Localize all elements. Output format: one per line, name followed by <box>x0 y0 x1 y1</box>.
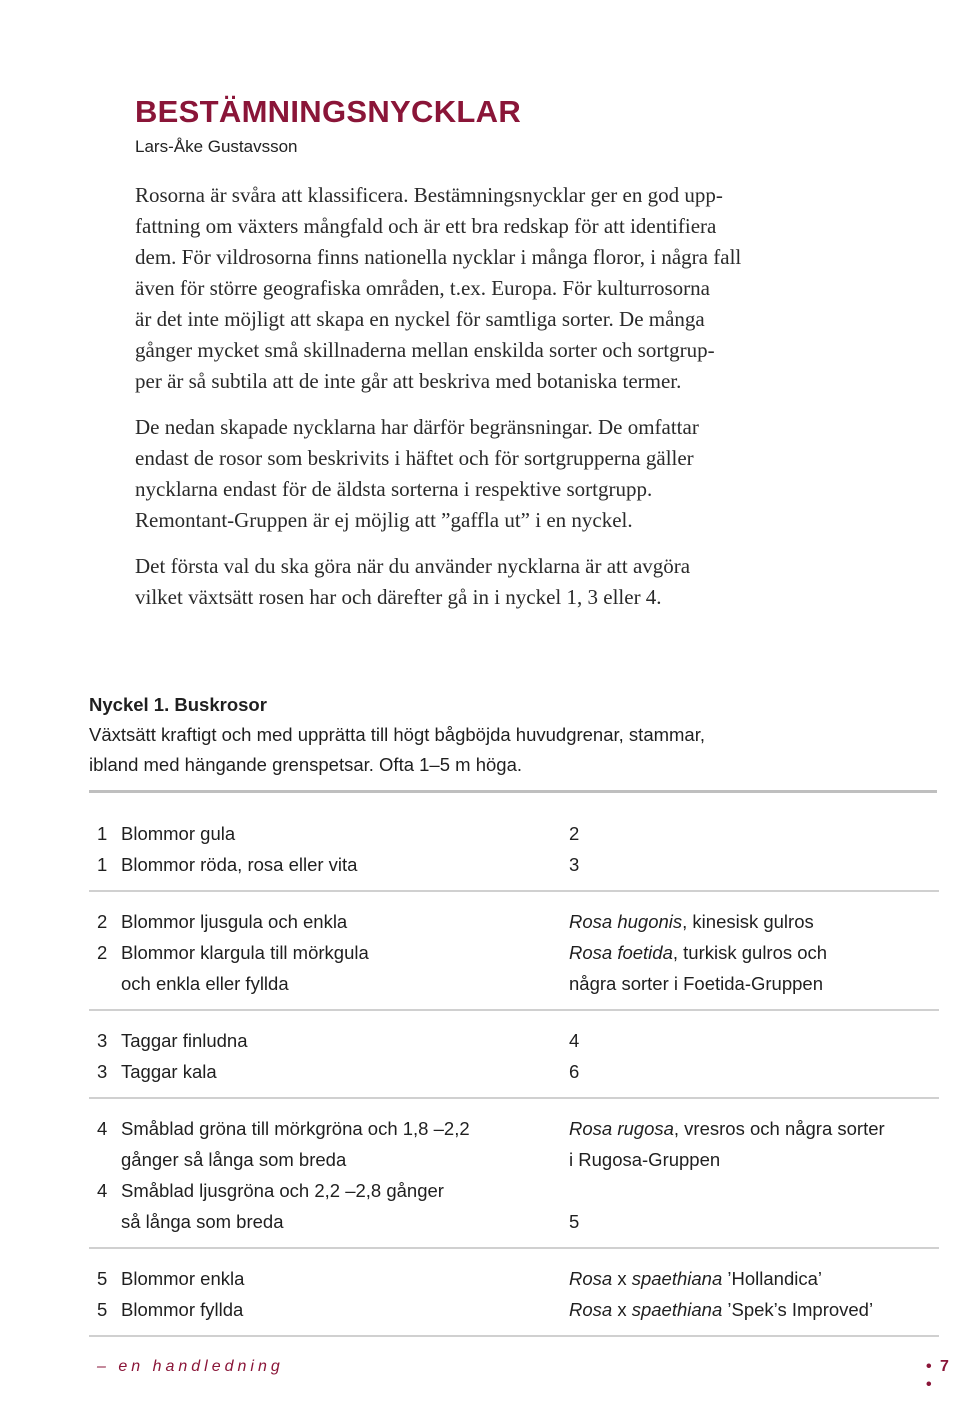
result-text: 4 <box>569 1030 580 1051</box>
key-row-result <box>569 1144 720 1175</box>
result-text: några sorter i Foetida-Gruppen <box>569 973 823 994</box>
key-row <box>89 1113 939 1144</box>
result-text: x <box>612 1268 632 1289</box>
intro-paragraph-2 <box>135 412 855 536</box>
key-row <box>89 849 939 880</box>
key-row-number: 5 <box>97 1268 108 1289</box>
result-text: x <box>612 1299 632 1320</box>
text-line: är det inte möjligt att skapa en nyckel för samtliga sorter. De många <box>135 307 705 331</box>
species-name: Rosa <box>569 1299 613 1320</box>
text-line: per är så subtila att de inte går att beskriva med botaniska termer. <box>135 369 682 393</box>
intro-paragraph-3 <box>135 551 855 613</box>
key-row-description: gånger så långa som breda <box>121 1149 347 1170</box>
species-name: spaethiana <box>631 1299 723 1320</box>
key-row-number: 2 <box>97 942 108 963</box>
result-text: , vresros och några sorter <box>673 1118 885 1139</box>
key-row-description: Småblad ljusgröna och 2,2 –2,8 gånger <box>121 1180 444 1201</box>
text-line: även för större geografiska områden, t.ex. Europa. För kulturrosorna <box>135 276 710 300</box>
key-row-result <box>569 906 814 937</box>
text-line: gånger mycket små skillnaderna mellan enskilda sorter och sortgrup- <box>135 338 715 362</box>
key-heading <box>89 690 939 720</box>
key-row <box>89 968 939 999</box>
key-group <box>89 1025 939 1099</box>
key-description-line: ibland med hängande grenspetsar. Ofta 1–5 m höga. <box>89 754 522 775</box>
text-line: Det första val du ska göra när du använder nycklarna är att avgöra <box>135 554 691 578</box>
result-text: i Rugosa-Gruppen <box>569 1149 721 1170</box>
key-row-number: 2 <box>97 911 108 932</box>
text-line: vilket växtsätt rosen har och därefter gå in i nyckel 1, 3 eller 4. <box>135 585 662 609</box>
text-line: dem. För vildrosorna finns nationella nycklar i många floror, i några fall <box>135 245 742 269</box>
key-table <box>89 818 939 1351</box>
species-name: Rosa hugonis <box>569 911 683 932</box>
key-row-description: Blommor klargula till mörkgula <box>121 942 369 963</box>
key-row-description: Blommor enkla <box>121 1268 245 1289</box>
key-row-number: 3 <box>97 1061 108 1082</box>
result-text: 2 <box>569 823 580 844</box>
key-header <box>89 690 939 780</box>
key-label: Nyckel 1. <box>89 694 170 715</box>
key-row <box>89 1175 939 1206</box>
key-row <box>89 1144 939 1175</box>
result-text: ’Spek’s Improved’ <box>722 1299 874 1320</box>
divider <box>89 790 937 793</box>
result-text: 6 <box>569 1061 580 1082</box>
key-row-description: Småblad gröna till mörkgröna och 1,8 –2,2 <box>121 1118 470 1139</box>
key-row-result <box>569 937 827 968</box>
key-row-result <box>569 1113 885 1144</box>
key-row-description: Blommor gula <box>121 823 236 844</box>
text-line: nycklarna endast för de äldsta sorterna i respektive sortgrupp. <box>135 477 653 501</box>
key-row-number: 1 <box>97 823 108 844</box>
key-row-result <box>569 1294 873 1325</box>
key-row <box>89 1263 939 1294</box>
key-row-result <box>569 1206 579 1237</box>
key-row-number: 3 <box>97 1030 108 1051</box>
key-row <box>89 818 939 849</box>
key-row <box>89 1025 939 1056</box>
key-row-description: Blommor fyllda <box>121 1299 244 1320</box>
key-row <box>89 1294 939 1325</box>
key-row-number: 4 <box>97 1118 108 1139</box>
key-row-result <box>569 1025 579 1056</box>
result-text: 3 <box>569 854 580 875</box>
key-row-description: Taggar finludna <box>121 1030 248 1051</box>
species-name: Rosa foetida <box>569 942 673 963</box>
key-row-description: Blommor ljusgula och enkla <box>121 911 348 932</box>
key-name: Buskrosor <box>174 694 267 715</box>
footer-text: – en handledning <box>97 1358 284 1375</box>
key-row-number: 5 <box>97 1299 108 1320</box>
result-text: , turkisk gulros och <box>672 942 828 963</box>
intro-text <box>135 180 855 628</box>
text-line: endast de rosor som beskrivits i häftet och för sortgrupperna gäller <box>135 446 694 470</box>
key-row-result <box>569 849 579 880</box>
key-row-number: 1 <box>97 854 108 875</box>
text-line: Remontant-Gruppen är ej möjlig att ”gaffla ut” i en nyckel. <box>135 508 633 532</box>
key-row-result <box>569 818 579 849</box>
key-row-result <box>569 1263 822 1294</box>
key-row-result <box>569 1056 579 1087</box>
key-group <box>89 1263 939 1337</box>
text-line: De nedan skapade nycklarna har därför begränsningar. De omfattar <box>135 415 699 439</box>
page-number: • 7 • <box>926 1358 951 1393</box>
key-row-number: 4 <box>97 1180 108 1201</box>
key-row-description: och enkla eller fyllda <box>121 973 289 994</box>
key-row-description: så långa som breda <box>121 1211 284 1232</box>
key-row <box>89 1206 939 1237</box>
text-line: fattning om växters mångfald och är ett bra redskap för att identifiera <box>135 214 717 238</box>
key-row <box>89 937 939 968</box>
intro-paragraph-1 <box>135 180 855 397</box>
result-text: ’Hollandica’ <box>722 1268 823 1289</box>
species-name: Rosa rugosa <box>569 1118 674 1139</box>
key-row-description: Blommor röda, rosa eller vita <box>121 854 358 875</box>
text-line: Rosorna är svåra att klassificera. Bestämningsnycklar ger en god upp- <box>135 183 723 207</box>
key-row <box>89 1056 939 1087</box>
key-group <box>89 818 939 892</box>
result-text: 5 <box>569 1211 580 1232</box>
key-group <box>89 906 939 1011</box>
species-name: Rosa <box>569 1268 613 1289</box>
key-row-result <box>569 968 823 999</box>
species-name: spaethiana <box>631 1268 723 1289</box>
author: Lars-Åke Gustavsson <box>135 137 298 156</box>
page-title: BESTÄMNINGSNYCKLAR <box>135 94 522 129</box>
key-group <box>89 1113 939 1249</box>
key-row <box>89 906 939 937</box>
key-row-description: Taggar kala <box>121 1061 217 1082</box>
result-text: , kinesisk gulros <box>682 911 814 932</box>
key-description-line: Växtsätt kraftigt och med upprätta till högt bågböjda huvudgrenar, stammar, <box>89 724 705 745</box>
